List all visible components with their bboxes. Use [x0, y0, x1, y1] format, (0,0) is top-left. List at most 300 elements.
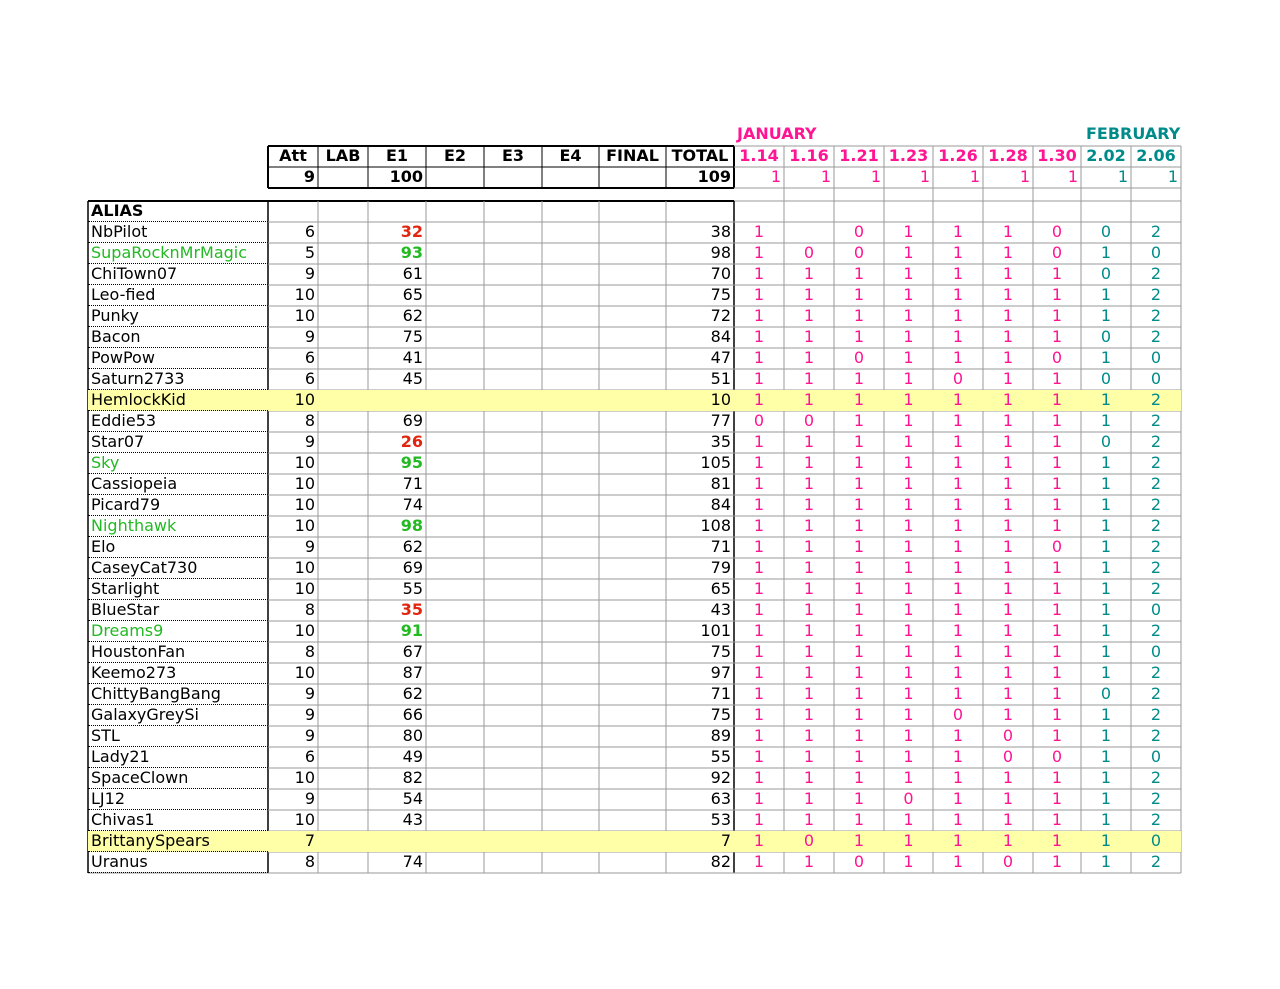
attendance-mark: 1: [1051, 411, 1063, 430]
attendance-mark: 1: [1100, 726, 1112, 745]
student-alias: Nighthawk: [88, 516, 268, 537]
attendance-mark: 1: [853, 810, 865, 829]
max-date-value: 1: [969, 167, 980, 186]
total-score: 75: [710, 285, 731, 304]
exam1-score: 62: [402, 306, 423, 325]
attendance-mark: 0: [952, 369, 964, 388]
attendance-mark: 2: [1150, 411, 1162, 430]
attendance-mark: 1: [1051, 390, 1063, 409]
attendance-mark: 1: [803, 474, 815, 493]
attendance-value: 6: [304, 747, 315, 766]
attendance-value: 9: [304, 327, 315, 346]
attendance-mark: 2: [1150, 726, 1162, 745]
attendance-value: 10: [294, 810, 315, 829]
attendance-mark: 1: [952, 306, 964, 325]
attendance-mark: 1: [1100, 600, 1112, 619]
total-score: 51: [710, 369, 731, 388]
exam1-score: 91: [400, 621, 423, 640]
attendance-mark: 1: [803, 264, 815, 283]
attendance-mark: 1: [753, 537, 765, 556]
attendance-mark: 1: [803, 390, 815, 409]
month-february: FEBRUARY: [1086, 124, 1181, 143]
attendance-value: 9: [304, 537, 315, 556]
attendance-mark: 1: [853, 390, 865, 409]
attendance-value: 10: [294, 663, 315, 682]
attendance-mark: 0: [803, 411, 815, 430]
student-alias: Cassiopeia: [88, 474, 268, 495]
attendance-mark: 1: [952, 390, 964, 409]
attendance-mark: 1: [803, 642, 815, 661]
attendance-mark: 1: [753, 852, 765, 871]
col-header-lab: LAB: [325, 146, 361, 165]
attendance-mark: 1: [1051, 369, 1063, 388]
attendance-mark: 1: [853, 537, 865, 556]
total-score: 98: [710, 243, 731, 262]
exam1-score: 71: [402, 474, 423, 493]
attendance-mark: 1: [753, 600, 765, 619]
total-score: 71: [710, 684, 731, 703]
attendance-value: 7: [304, 831, 315, 850]
exam1-score: 62: [402, 684, 423, 703]
attendance-mark: 0: [1100, 369, 1112, 388]
attendance-mark: 1: [1051, 705, 1063, 724]
attendance-mark: 1: [903, 600, 914, 619]
attendance-mark: 1: [1051, 264, 1063, 283]
student-alias: STL: [88, 726, 268, 747]
max-e3: [484, 167, 542, 188]
exam1-score: 98: [400, 516, 423, 535]
attendance-value: 9: [304, 684, 315, 703]
attendance-value: 8: [304, 600, 315, 619]
attendance-mark: 1: [753, 327, 765, 346]
attendance-mark: 1: [853, 432, 865, 451]
exam1-score: 65: [402, 285, 423, 304]
attendance-mark: 0: [1100, 222, 1112, 241]
attendance-mark: 1: [803, 852, 815, 871]
attendance-value: 10: [294, 621, 315, 640]
attendance-mark: 1: [753, 705, 765, 724]
attendance-mark: 1: [803, 621, 815, 640]
exam1-score: 54: [402, 789, 423, 808]
col-header-e3: E3: [501, 146, 525, 165]
student-alias: Punky: [88, 306, 268, 327]
attendance-mark: 1: [1002, 348, 1014, 367]
max-final: [599, 167, 666, 188]
attendance-mark: 1: [952, 453, 964, 472]
attendance-mark: 0: [1150, 369, 1162, 388]
attendance-mark: 2: [1150, 852, 1162, 871]
attendance-mark: 1: [1100, 831, 1112, 850]
attendance-mark: 1: [1051, 516, 1063, 535]
attendance-mark: 1: [753, 642, 765, 661]
attendance-value: 10: [294, 474, 315, 493]
date-header: 1.26: [938, 146, 978, 165]
total-score: 97: [710, 663, 731, 682]
attendance-mark: 2: [1150, 516, 1162, 535]
attendance-mark: 0: [853, 243, 865, 262]
student-alias: BrittanySpears: [88, 831, 268, 852]
total-score: 84: [710, 327, 731, 346]
attendance-mark: 1: [952, 642, 964, 661]
attendance-mark: 0: [1002, 852, 1014, 871]
attendance-value: 8: [304, 411, 315, 430]
attendance-mark: 1: [952, 264, 964, 283]
attendance-mark: 1: [903, 810, 914, 829]
date-header: 1.14: [739, 146, 779, 165]
attendance-mark: 1: [853, 663, 865, 682]
attendance-mark: 1: [1002, 390, 1014, 409]
attendance-mark: 0: [1150, 348, 1162, 367]
attendance-mark: 1: [1051, 810, 1063, 829]
attendance-mark: 1: [1051, 327, 1063, 346]
attendance-mark: 1: [803, 810, 815, 829]
attendance-mark: 1: [853, 684, 865, 703]
exam1-score: 87: [402, 663, 423, 682]
attendance-mark: 1: [952, 810, 964, 829]
attendance-mark: 1: [903, 621, 914, 640]
exam1-score: 93: [400, 243, 423, 262]
attendance-mark: 1: [952, 432, 964, 451]
exam1-score: 67: [402, 642, 423, 661]
student-alias: ChittyBangBang: [88, 684, 268, 705]
attendance-mark: 1: [803, 579, 815, 598]
student-alias: Saturn2733: [88, 369, 268, 390]
attendance-mark: 1: [753, 747, 765, 766]
attendance-mark: 1: [903, 537, 914, 556]
exam1-score: 61: [402, 264, 423, 283]
attendance-mark: 1: [853, 495, 865, 514]
attendance-mark: 1: [1051, 432, 1063, 451]
attendance-mark: 1: [1100, 642, 1112, 661]
max-date-value: 1: [770, 167, 781, 186]
attendance-mark: 1: [853, 747, 865, 766]
attendance-mark: 1: [952, 285, 964, 304]
student-alias: SpaceClown: [88, 768, 268, 789]
student-alias: Bacon: [88, 327, 268, 348]
student-alias: GalaxyGreySi: [88, 705, 268, 726]
attendance-mark: 0: [1002, 726, 1014, 745]
attendance-mark: 0: [853, 222, 865, 241]
attendance-mark: 1: [1100, 348, 1112, 367]
attendance-mark: 1: [1051, 306, 1063, 325]
student-alias: BlueStar: [88, 600, 268, 621]
attendance-mark: 1: [853, 768, 865, 787]
attendance-mark: 1: [853, 705, 865, 724]
attendance-mark: 1: [753, 348, 765, 367]
date-header: 1.30: [1037, 146, 1077, 165]
attendance-mark: 1: [952, 600, 964, 619]
attendance-mark: 1: [753, 306, 765, 325]
attendance-mark: 1: [903, 495, 914, 514]
attendance-value: 10: [294, 390, 315, 409]
attendance-mark: 1: [1002, 558, 1014, 577]
student-alias: Picard79: [88, 495, 268, 516]
attendance-mark: 1: [1002, 453, 1014, 472]
attendance-mark: 1: [753, 222, 765, 241]
attendance-mark: 1: [803, 537, 815, 556]
attendance-mark: 0: [1100, 684, 1112, 703]
attendance-mark: 1: [1002, 411, 1014, 430]
max-e1: 100: [389, 167, 423, 186]
attendance-mark: 2: [1150, 306, 1162, 325]
attendance-mark: 1: [753, 768, 765, 787]
attendance-mark: 1: [753, 621, 765, 640]
attendance-mark: 1: [903, 558, 914, 577]
attendance-mark: 1: [803, 600, 815, 619]
attendance-mark: 1: [803, 369, 815, 388]
attendance-mark: 0: [1150, 642, 1162, 661]
attendance-mark: 1: [753, 432, 765, 451]
attendance-mark: 1: [1002, 327, 1014, 346]
attendance-mark: 1: [853, 264, 865, 283]
exam1-score: 75: [402, 327, 423, 346]
attendance-mark: 2: [1150, 621, 1162, 640]
attendance-mark: 0: [1100, 264, 1112, 283]
attendance-mark: 1: [803, 285, 815, 304]
attendance-mark: 2: [1150, 327, 1162, 346]
attendance-mark: 1: [1002, 684, 1014, 703]
exam1-score: 35: [400, 600, 423, 619]
total-score: 10: [710, 390, 731, 409]
total-score: 70: [710, 264, 731, 283]
attendance-mark: 1: [1100, 243, 1112, 262]
attendance-mark: 1: [903, 243, 914, 262]
attendance-mark: 1: [903, 411, 914, 430]
attendance-mark: 1: [753, 516, 765, 535]
max-date-value: 1: [919, 167, 930, 186]
attendance-mark: 1: [1002, 516, 1014, 535]
total-score: 55: [710, 747, 731, 766]
attendance-mark: 1: [903, 852, 914, 871]
attendance-mark: 2: [1150, 768, 1162, 787]
attendance-mark: 1: [803, 432, 815, 451]
attendance-mark: 1: [1051, 852, 1063, 871]
attendance-mark: 1: [1100, 495, 1112, 514]
attendance-mark: 1: [1051, 558, 1063, 577]
date-header: 1.23: [888, 146, 929, 165]
attendance-mark: 1: [1002, 264, 1014, 283]
exam1-score: 41: [402, 348, 423, 367]
max-date-value: 1: [1117, 167, 1128, 186]
attendance-mark: 1: [952, 831, 964, 850]
attendance-mark: 0: [1150, 831, 1162, 850]
col-header-att: Att: [279, 146, 307, 165]
attendance-mark: 1: [803, 684, 815, 703]
attendance-mark: 1: [1100, 789, 1112, 808]
attendance-mark: 1: [1100, 453, 1112, 472]
attendance-mark: 1: [952, 768, 964, 787]
attendance-mark: 1: [903, 516, 914, 535]
attendance-mark: 1: [1002, 831, 1014, 850]
attendance-mark: 1: [903, 747, 914, 766]
attendance-mark: 0: [753, 411, 765, 430]
exam1-score: 55: [402, 579, 423, 598]
total-score: 53: [710, 810, 731, 829]
attendance-mark: 1: [1002, 537, 1014, 556]
attendance-mark: 1: [903, 705, 914, 724]
attendance-mark: 1: [952, 747, 964, 766]
total-score: 65: [710, 579, 731, 598]
attendance-mark: 1: [952, 411, 964, 430]
attendance-mark: 1: [803, 495, 815, 514]
attendance-mark: 1: [1002, 285, 1014, 304]
attendance-mark: 1: [753, 810, 765, 829]
attendance-mark: 1: [753, 726, 765, 745]
attendance-mark: 1: [952, 327, 964, 346]
attendance-mark: 1: [803, 516, 815, 535]
attendance-mark: 1: [903, 285, 914, 304]
attendance-mark: 1: [903, 768, 914, 787]
student-alias: NbPilot: [88, 222, 268, 243]
attendance-mark: 1: [1002, 642, 1014, 661]
attendance-mark: 1: [803, 453, 815, 472]
attendance-mark: 1: [853, 516, 865, 535]
exam1-score: [368, 831, 426, 852]
attendance-mark: 1: [1002, 432, 1014, 451]
attendance-mark: 1: [853, 558, 865, 577]
max-att: 9: [303, 167, 315, 186]
attendance-mark: 2: [1150, 663, 1162, 682]
attendance-mark: 1: [753, 579, 765, 598]
max-e2: [426, 167, 484, 188]
student-alias: Elo: [88, 537, 268, 558]
attendance-mark: [784, 222, 834, 243]
total-score: 79: [710, 558, 731, 577]
attendance-mark: 0: [1150, 600, 1162, 619]
attendance-mark: 1: [853, 285, 865, 304]
attendance-mark: 0: [853, 348, 865, 367]
total-score: 47: [710, 348, 731, 367]
attendance-mark: 1: [853, 453, 865, 472]
student-alias: Chivas1: [88, 810, 268, 831]
attendance-mark: 1: [803, 768, 815, 787]
attendance-mark: 1: [753, 663, 765, 682]
attendance-mark: 2: [1150, 222, 1162, 241]
attendance-mark: 1: [853, 369, 865, 388]
total-score: 82: [710, 852, 731, 871]
max-total: 109: [697, 167, 731, 186]
total-score: 75: [710, 705, 731, 724]
total-score: 84: [710, 495, 731, 514]
attendance-mark: 1: [952, 474, 964, 493]
attendance-mark: 2: [1150, 432, 1162, 451]
exam1-score: 43: [402, 810, 423, 829]
max-date-value: 1: [870, 167, 881, 186]
student-alias: HoustonFan: [88, 642, 268, 663]
attendance-mark: 1: [753, 390, 765, 409]
attendance-mark: 1: [1100, 663, 1112, 682]
attendance-mark: 1: [1002, 705, 1014, 724]
attendance-mark: 1: [1051, 831, 1063, 850]
attendance-value: 6: [304, 348, 315, 367]
col-header-e1: E1: [385, 146, 409, 165]
date-header: 1.28: [988, 146, 1028, 165]
attendance-mark: 1: [1002, 621, 1014, 640]
attendance-mark: 1: [1051, 495, 1063, 514]
student-alias: SupaRocknMrMagic: [88, 243, 268, 264]
total-score: 71: [710, 537, 731, 556]
attendance-mark: 2: [1150, 684, 1162, 703]
attendance-mark: 2: [1150, 495, 1162, 514]
exam1-score: 26: [400, 432, 423, 451]
exam1-score: 45: [402, 369, 423, 388]
attendance-mark: 1: [803, 747, 815, 766]
month-january: JANUARY: [737, 124, 817, 143]
attendance-mark: 1: [1100, 558, 1112, 577]
attendance-mark: 0: [1100, 432, 1112, 451]
attendance-mark: 0: [853, 852, 865, 871]
attendance-mark: 1: [1051, 789, 1063, 808]
student-alias: ChiTown07: [88, 264, 268, 285]
exam1-score: 74: [402, 495, 423, 514]
max-e4: [542, 167, 599, 188]
attendance-mark: 1: [903, 663, 914, 682]
exam1-score: 32: [400, 222, 423, 241]
attendance-mark: 1: [903, 726, 914, 745]
attendance-mark: 1: [753, 264, 765, 283]
attendance-mark: 1: [1051, 642, 1063, 661]
exam1-score: 95: [400, 453, 423, 472]
student-alias: Uranus: [88, 852, 268, 873]
attendance-mark: 1: [903, 264, 914, 283]
attendance-mark: 1: [853, 726, 865, 745]
attendance-mark: 1: [1100, 621, 1112, 640]
attendance-mark: 1: [753, 285, 765, 304]
attendance-mark: 1: [1002, 243, 1014, 262]
attendance-mark: 1: [1002, 579, 1014, 598]
attendance-mark: 1: [952, 558, 964, 577]
exam1-score: 80: [402, 726, 423, 745]
attendance-mark: 1: [1051, 453, 1063, 472]
max-date-value: 1: [1019, 167, 1030, 186]
total-score: 77: [710, 411, 731, 430]
student-alias: Lady21: [88, 747, 268, 768]
student-alias: Starlight: [88, 579, 268, 600]
attendance-mark: 1: [903, 348, 914, 367]
col-header-e2: E2: [443, 146, 467, 165]
attendance-mark: 1: [1051, 663, 1063, 682]
attendance-mark: 1: [753, 684, 765, 703]
attendance-mark: 1: [753, 369, 765, 388]
attendance-mark: 2: [1150, 810, 1162, 829]
attendance-mark: 0: [1100, 327, 1112, 346]
total-score: 92: [710, 768, 731, 787]
attendance-value: 5: [304, 243, 315, 262]
attendance-mark: 1: [1002, 663, 1014, 682]
attendance-mark: 1: [903, 831, 914, 850]
attendance-value: 10: [294, 579, 315, 598]
attendance-value: 10: [294, 558, 315, 577]
attendance-mark: 1: [952, 516, 964, 535]
attendance-mark: 1: [1002, 810, 1014, 829]
attendance-mark: 1: [1002, 495, 1014, 514]
attendance-mark: 2: [1150, 579, 1162, 598]
col-header-final: FINAL: [606, 146, 659, 165]
attendance-mark: 1: [1051, 579, 1063, 598]
date-header: 2.02: [1086, 146, 1126, 165]
attendance-mark: 1: [952, 684, 964, 703]
attendance-mark: 0: [1051, 222, 1063, 241]
attendance-mark: 1: [1100, 285, 1112, 304]
student-alias: HemlockKid: [88, 390, 268, 411]
attendance-mark: 1: [853, 600, 865, 619]
student-alias: CaseyCat730: [88, 558, 268, 579]
exam1-score: 62: [402, 537, 423, 556]
attendance-mark: 2: [1150, 474, 1162, 493]
total-score: 81: [710, 474, 731, 493]
exam1-score: 49: [402, 747, 423, 766]
attendance-mark: 1: [1002, 474, 1014, 493]
